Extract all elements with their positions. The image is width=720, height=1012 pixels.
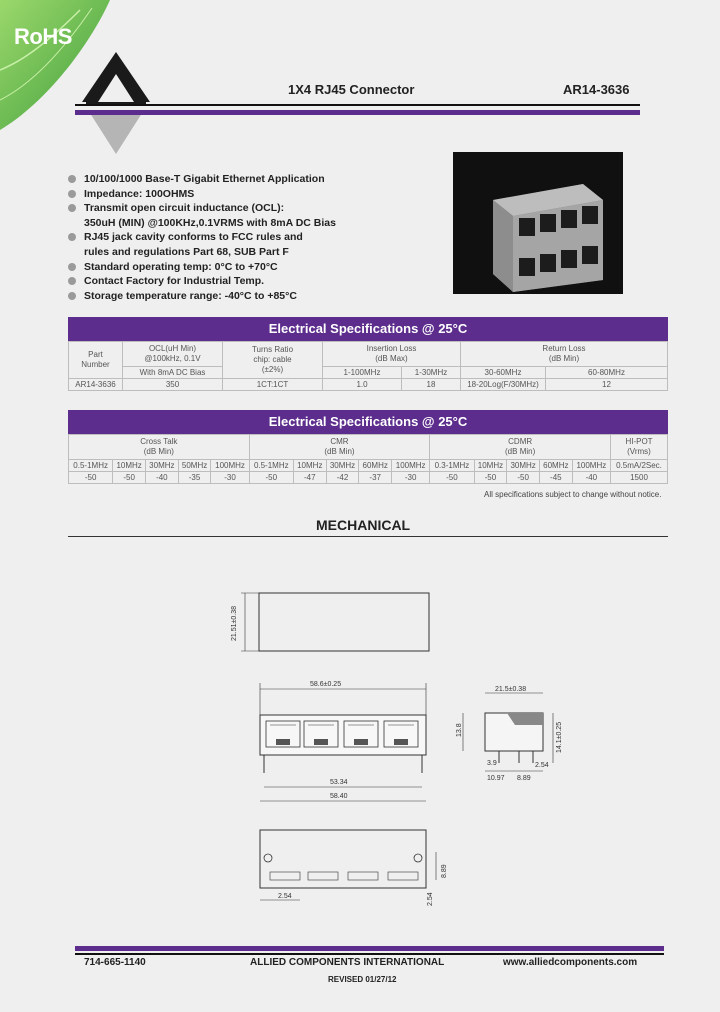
freq-header: 30MHz bbox=[326, 460, 359, 472]
bullet-icon bbox=[68, 233, 76, 241]
table-cell: -50 bbox=[507, 472, 540, 484]
table-cell: 350 bbox=[123, 379, 223, 391]
bullet-icon bbox=[68, 190, 76, 198]
table-cell: -47 bbox=[293, 472, 326, 484]
table-cell: -30 bbox=[392, 472, 430, 484]
freq-header: 10MHz bbox=[474, 460, 507, 472]
dim-label: 2.54 bbox=[427, 892, 434, 906]
table-cell: 1CT:1CT bbox=[223, 379, 323, 391]
feature-item bbox=[66, 289, 426, 304]
electrical-spec-table-1 bbox=[68, 341, 668, 391]
freq-header: 0.5-1MHz bbox=[69, 460, 113, 472]
freq-header: 50MHz bbox=[178, 460, 211, 472]
feature-text: Contact Factory for Industrial Temp. bbox=[84, 275, 265, 288]
feature-item bbox=[66, 187, 426, 202]
freq-header: 1-100MHz bbox=[323, 367, 402, 379]
freq-header: 100MHz bbox=[572, 460, 610, 472]
feature-text: Standard operating temp: 0°C to +70°C bbox=[84, 260, 278, 273]
dim-label: 8.89 bbox=[517, 775, 531, 782]
dim-label: 14.1±0.25 bbox=[556, 721, 563, 753]
freq-header: 60MHz bbox=[539, 460, 572, 472]
table-cell: 1.0 bbox=[323, 379, 402, 391]
ocl-header: OCL(uH Min) bbox=[148, 344, 197, 353]
bullet-icon bbox=[68, 175, 76, 183]
table-cell: -50 bbox=[69, 472, 113, 484]
table-cell: -50 bbox=[474, 472, 507, 484]
freq-header: 30-60MHz bbox=[461, 367, 546, 379]
footer-company: ALLIED COMPONENTS INTERNATIONAL bbox=[250, 957, 445, 968]
cmr-header: (dB Min) bbox=[324, 447, 355, 456]
dim-label: 2.54 bbox=[278, 893, 292, 900]
footer-accent-bar bbox=[75, 946, 664, 951]
table-cell: -37 bbox=[359, 472, 392, 484]
insertion-header: (dB Max) bbox=[375, 354, 408, 363]
header-rule bbox=[75, 104, 640, 106]
ocl-header: @100kHz, 0.1V bbox=[144, 354, 201, 363]
part-header: Number bbox=[81, 360, 110, 369]
dim-label: 13.8 bbox=[456, 723, 463, 737]
freq-header: 1-30MHz bbox=[402, 367, 461, 379]
table-cell: -40 bbox=[572, 472, 610, 484]
table-cell: -40 bbox=[146, 472, 179, 484]
part-number: AR14-3636 bbox=[563, 82, 630, 97]
footer-rule bbox=[75, 953, 664, 955]
table2-title: Electrical Specifications @ 25°C bbox=[68, 410, 668, 434]
table-cell: -50 bbox=[249, 472, 293, 484]
feature-text: Transmit open circuit inductance (OCL): bbox=[84, 202, 285, 215]
hipot-header: (Vrms) bbox=[627, 447, 651, 456]
insertion-header: Insertion Loss bbox=[366, 344, 417, 353]
table-cell: -45 bbox=[539, 472, 572, 484]
hipot-header: HI-POT bbox=[625, 437, 653, 446]
cmr-header: CMR bbox=[330, 437, 349, 446]
front-view-drawing bbox=[250, 675, 435, 810]
return-header: Return Loss bbox=[542, 344, 586, 353]
table-cell: -50 bbox=[113, 472, 146, 484]
dim-label: 58.6±0.25 bbox=[310, 681, 342, 688]
footer-phone: 714-665-1140 bbox=[84, 957, 146, 968]
footer-website[interactable]: www.alliedcomponents.com bbox=[503, 957, 638, 968]
table-cell: -30 bbox=[211, 472, 249, 484]
dim-label: 58.40 bbox=[330, 793, 348, 800]
table-cell: 18-20Log(F/30MHz) bbox=[461, 379, 546, 391]
feature-text: RJ45 jack cavity conforms to FCC rules and bbox=[84, 231, 303, 244]
feature-text: 350uH (MIN) @100KHz,0.1VRMS with 8mA DC Bias bbox=[84, 216, 336, 229]
freq-header: 100MHz bbox=[392, 460, 430, 472]
feature-item bbox=[66, 172, 426, 187]
freq-header: 60-80MHz bbox=[546, 367, 668, 379]
table1-title: Electrical Specifications @ 25°C bbox=[68, 317, 668, 341]
freq-header: 100MHz bbox=[211, 460, 249, 472]
dim-label: 10.97 bbox=[487, 775, 505, 782]
feature-item bbox=[66, 201, 426, 230]
turns-header: chip: cable bbox=[253, 355, 292, 364]
cmdr-header: CDMR bbox=[508, 437, 533, 446]
freq-header: 0.5-1MHz bbox=[249, 460, 293, 472]
table-cell: 12 bbox=[546, 379, 668, 391]
return-header: (dB Min) bbox=[548, 354, 580, 363]
feature-list bbox=[66, 172, 426, 303]
table-row bbox=[69, 379, 668, 391]
table-cell: 1500 bbox=[611, 472, 668, 484]
turns-header: Turns Ratio bbox=[251, 345, 294, 354]
freq-header: 30MHz bbox=[507, 460, 540, 472]
table-cell: -50 bbox=[430, 472, 474, 484]
cmdr-header: (dB Min) bbox=[505, 447, 536, 456]
bullet-icon bbox=[68, 277, 76, 285]
freq-header: 60MHz bbox=[359, 460, 392, 472]
bullet-icon bbox=[68, 263, 76, 271]
table-row bbox=[69, 472, 668, 484]
top-view-drawing bbox=[225, 585, 435, 660]
ocl-subheader: With 8mA DC Bias bbox=[123, 367, 223, 379]
feature-text: Impedance: 100OHMS bbox=[84, 187, 195, 200]
table-cell: AR14-3636 bbox=[69, 379, 123, 391]
spec-note: All specifications subject to change without notice. bbox=[484, 490, 662, 499]
company-logo bbox=[72, 44, 160, 159]
table-cell: -42 bbox=[326, 472, 359, 484]
electrical-spec-table-2 bbox=[68, 434, 668, 484]
feature-item bbox=[66, 230, 426, 259]
rohs-label: RoHS bbox=[14, 24, 72, 49]
header-accent-bar bbox=[75, 110, 640, 115]
dim-label: 3.9 bbox=[487, 760, 497, 767]
dim-label: 8.89 bbox=[441, 864, 448, 878]
bullet-icon bbox=[68, 204, 76, 212]
table-cell: -35 bbox=[178, 472, 211, 484]
dim-label: 2.54 bbox=[535, 762, 549, 769]
bottom-view-drawing bbox=[250, 822, 460, 908]
feature-text: rules and regulations Part 68, SUB Part F bbox=[84, 245, 289, 258]
freq-header: 10MHz bbox=[293, 460, 326, 472]
freq-header: 0.3-1MHz bbox=[430, 460, 474, 472]
dim-label: 21.5±0.38 bbox=[495, 686, 527, 693]
turns-header: (±2%) bbox=[261, 365, 284, 374]
crosstalk-header: (dB Min) bbox=[143, 447, 174, 456]
footer-revision: REVISED 01/27/12 bbox=[328, 975, 397, 984]
freq-header: 30MHz bbox=[146, 460, 179, 472]
dim-label: 53.34 bbox=[330, 779, 348, 786]
table-cell: 18 bbox=[402, 379, 461, 391]
freq-header: 10MHz bbox=[113, 460, 146, 472]
feature-item bbox=[66, 260, 426, 275]
dim-label: 21.51±0.38 bbox=[231, 606, 238, 641]
mechanical-title: MECHANICAL bbox=[316, 517, 411, 533]
feature-text: 10/100/1000 Base-T Gigabit Ethernet Application bbox=[84, 173, 325, 185]
crosstalk-header: Cross Talk bbox=[140, 437, 178, 446]
mechanical-rule bbox=[68, 536, 668, 537]
feature-text: Storage temperature range: -40°C to +85°C bbox=[84, 289, 297, 302]
product-photo bbox=[453, 152, 623, 294]
side-view-drawing bbox=[455, 685, 565, 785]
document-title: 1X4 RJ45 Connector bbox=[288, 82, 415, 97]
part-header: Part bbox=[88, 350, 103, 359]
feature-item bbox=[66, 274, 426, 289]
freq-header: 0.5mA/2Sec. bbox=[611, 460, 668, 472]
bullet-icon bbox=[68, 292, 76, 300]
